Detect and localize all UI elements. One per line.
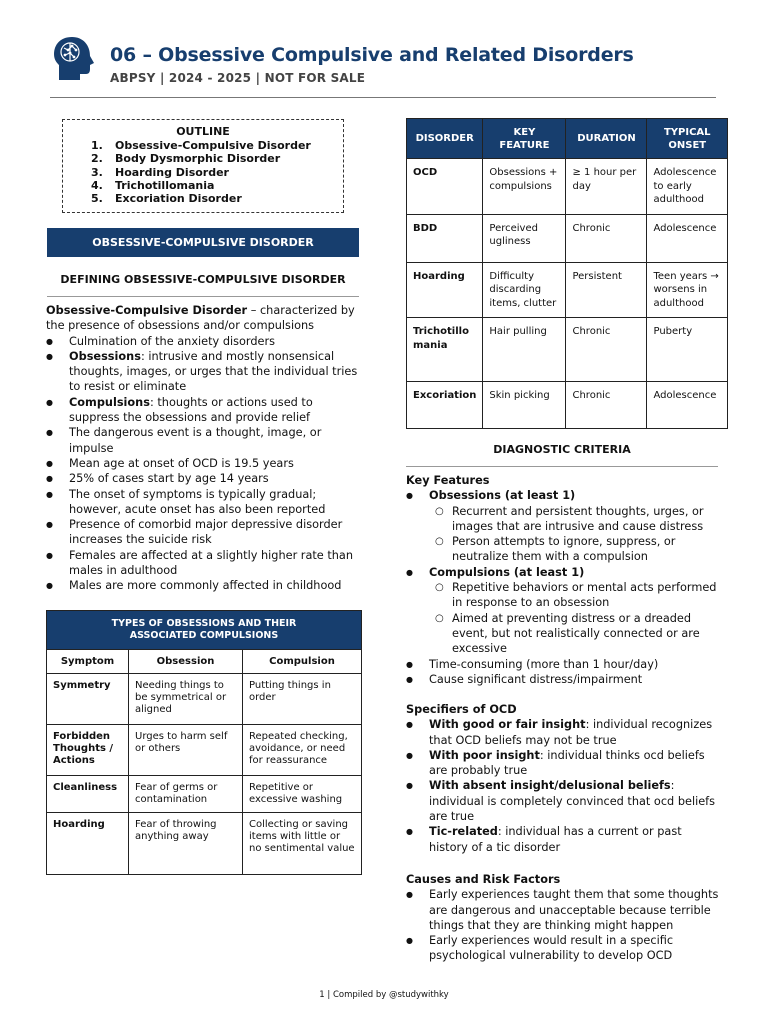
table-cell: Urges to harm self or others — [129, 725, 243, 776]
table-cell: Persistent — [566, 262, 647, 318]
list-item: ○ Person attempts to ignore, suppress, or neutralize them with a compulsion — [429, 534, 724, 565]
column-header: Obsession — [129, 650, 243, 674]
sub-list — [429, 504, 724, 565]
table-cell: Adolescence — [647, 382, 728, 429]
column-header: Symptom — [47, 650, 129, 674]
column-header: DURATION — [566, 119, 647, 159]
table-cell: Hoarding — [407, 262, 483, 318]
list-item: ○ Repetitive behaviors or mental acts performed in response to an obsession — [429, 580, 724, 611]
table-cell: Chronic — [566, 214, 647, 262]
causes-heading: Causes and Risk Factors — [406, 873, 561, 886]
table-cell: Perceived ugliness — [483, 214, 566, 262]
table-cell: ≥ 1 hour per day — [566, 159, 647, 215]
list-item: ● 25% of cases start by age 14 years — [46, 471, 361, 486]
ocd-specifiers — [406, 702, 724, 855]
table-row — [407, 318, 728, 382]
table-cell: Hoarding — [47, 813, 129, 875]
section-subheading: DEFINING OBSESSIVE-COMPULSIVE DISORDER — [60, 273, 346, 286]
table-cell: Repeated checking, avoidance, or need for reassurance — [243, 725, 362, 776]
column-header: KEY FEATURE — [483, 119, 566, 159]
table-cell: Needing things to be symmetrical or aligned — [129, 674, 243, 725]
header-divider — [50, 97, 716, 98]
ocd-bullet-list — [46, 334, 361, 594]
diagnostic-divider — [406, 466, 718, 467]
list-item: ● Time-consuming (more than 1 hour/day) — [406, 657, 724, 672]
table-cell: OCD — [407, 159, 483, 215]
table-cell: Hair pulling — [483, 318, 566, 382]
sub-list — [429, 580, 724, 656]
column-header: TYPICAL ONSET — [647, 119, 728, 159]
table-row — [47, 776, 362, 813]
table-cell: Skin picking — [483, 382, 566, 429]
list-item: ● Early experiences taught them that some thoughts are dangerous and unacceptable because terrible things that they are thinking might happen — [406, 887, 724, 933]
definition-paragraph: Obsessive-Compulsive Disorder – characterized by the presence of obsessions and/or compulsions — [46, 304, 355, 333]
outline-item: 2. Body Dysmorphic Disorder — [91, 152, 281, 166]
key-features — [406, 473, 724, 687]
page-title: 06 – Obsessive Compulsive and Related Disorders — [110, 44, 634, 66]
outline-item: 4. Trichotillomania — [91, 178, 215, 192]
list-item: ● Mean age at onset of OCD is 19.5 years — [46, 456, 361, 471]
brain-head-icon — [50, 34, 100, 84]
table-cell: Chronic — [566, 382, 647, 429]
subheading-divider — [47, 296, 359, 297]
table-row — [47, 813, 362, 875]
table-cell: Adolescence — [647, 214, 728, 262]
specifiers-list — [406, 717, 724, 855]
outline-heading: OUTLINE — [176, 125, 230, 138]
list-item: ● Females are affected at a slightly higher rate than males in adulthood — [46, 548, 361, 579]
table-row — [47, 725, 362, 776]
list-item: ● With good or fair insight: individual recognizes that OCD beliefs may not be true — [406, 717, 724, 748]
column-header: DISORDER — [407, 119, 483, 159]
table-cell: Trichotillo mania — [407, 318, 483, 382]
list-item: ○ Recurrent and persistent thoughts, urges, or images that are intrusive and cause distress — [429, 504, 724, 535]
disorders-table — [406, 118, 728, 429]
table-row — [47, 674, 362, 725]
table-row — [407, 262, 728, 318]
table-cell: Forbidden Thoughts / Actions — [47, 725, 129, 776]
table-cell: Chronic — [566, 318, 647, 382]
table-cell: BDD — [407, 214, 483, 262]
list-item: ● Males are more commonly affected in childhood — [46, 578, 361, 593]
section-banner: OBSESSIVE-COMPULSIVE DISORDER — [47, 228, 359, 257]
table-cell: Collecting or saving items with little or no sentimental value — [243, 813, 362, 875]
specifiers-heading: Specifiers of OCD — [406, 703, 517, 716]
causes-risk-factors — [406, 872, 724, 964]
list-item: ● Obsessions: intrusive and mostly nonsensical thoughts, images, or urges that the individual tries to resist or eliminate — [46, 349, 361, 395]
list-item: ● The onset of symptoms is typically gradual; however, acute onset has also been reported — [46, 487, 361, 518]
list-item: ● Tic-related: individual has a current or past history of a tic disorder — [406, 824, 724, 855]
obsessions-table — [46, 610, 362, 875]
list-item: ● With absent insight/delusional beliefs: individual is completely convinced that ocd beliefs are true — [406, 778, 724, 824]
table-cell: Putting things in order — [243, 674, 362, 725]
list-item: ● Early experiences would result in a specific psychological vulnerability to develop OCD — [406, 933, 724, 964]
table-row — [407, 214, 728, 262]
table-caption-row — [47, 611, 362, 650]
list-item: ● Presence of comorbid major depressive disorder increases the suicide risk — [46, 517, 361, 548]
column-header: Compulsion — [243, 650, 362, 674]
table-cell: Cleanliness — [47, 776, 129, 813]
key-features-heading: Key Features — [406, 474, 490, 487]
list-item: ● With poor insight: individual thinks ocd beliefs are probably true — [406, 748, 724, 779]
table-row — [407, 382, 728, 429]
table-cell: Teen years → worsens in adulthood — [647, 262, 728, 318]
outline-item: 5. Excoriation Disorder — [91, 192, 242, 206]
table-header-row — [47, 650, 362, 674]
list-item: ● Culmination of the anxiety disorders — [46, 334, 361, 349]
causes-list — [406, 887, 724, 963]
table-cell: Repetitive or excessive washing — [243, 776, 362, 813]
table-row — [407, 159, 728, 215]
list-item: ○ Aimed at preventing distress or a dreaded event, but not realistically connected or are excessive — [429, 611, 724, 657]
table-cell: Adolescence to early adulthood — [647, 159, 728, 215]
list-item: ● Cause significant distress/impairment — [406, 672, 724, 687]
ocd-definition — [46, 303, 361, 594]
list-item: ● The dangerous event is a thought, image, or impulse — [46, 425, 361, 456]
outline-box — [62, 119, 344, 213]
outline-item: 3. Hoarding Disorder — [91, 165, 229, 179]
table-cell: Symmetry — [47, 674, 129, 725]
table-header-row — [407, 119, 728, 159]
table-cell: Difficulty discarding items, clutter — [483, 262, 566, 318]
list-item: ● Obsessions (at least 1) ○ Recurrent and persistent thoughts, urges, or images that are intrusive and cause distress ○ Person attempts to ignore, suppress, or neutralize them with a compulsion — [406, 488, 724, 564]
table-caption: TYPES OF OBSESSIONS AND THEIR ASSOCIATED COMPULSIONS — [47, 611, 362, 650]
table-cell: Puberty — [647, 318, 728, 382]
table-cell: Fear of germs or contamination — [129, 776, 243, 813]
list-item: ● Compulsions: thoughts or actions used to suppress the obsessions and provide relief — [46, 395, 361, 426]
list-item: ● Compulsions (at least 1) ○ Repetitive behaviors or mental acts performed in response to an obsession ○ Aimed at preventing distress or a dreaded event, but not realistically connected or are excessive — [406, 565, 724, 657]
table-cell: Excoriation — [407, 382, 483, 429]
table-cell: Fear of throwing anything away — [129, 813, 243, 875]
diagnostic-heading: DIAGNOSTIC CRITERIA — [493, 443, 631, 456]
table-cell: Obsessions + compulsions — [483, 159, 566, 215]
page-subtitle: ABPSY | 2024 - 2025 | NOT FOR SALE — [110, 71, 366, 85]
page-footer: 1 | Compiled by @studywithky — [319, 990, 449, 1000]
outline-item: 1. Obsessive-Compulsive Disorder — [91, 139, 311, 152]
key-features-list — [406, 488, 724, 687]
outline-list — [63, 139, 343, 205]
